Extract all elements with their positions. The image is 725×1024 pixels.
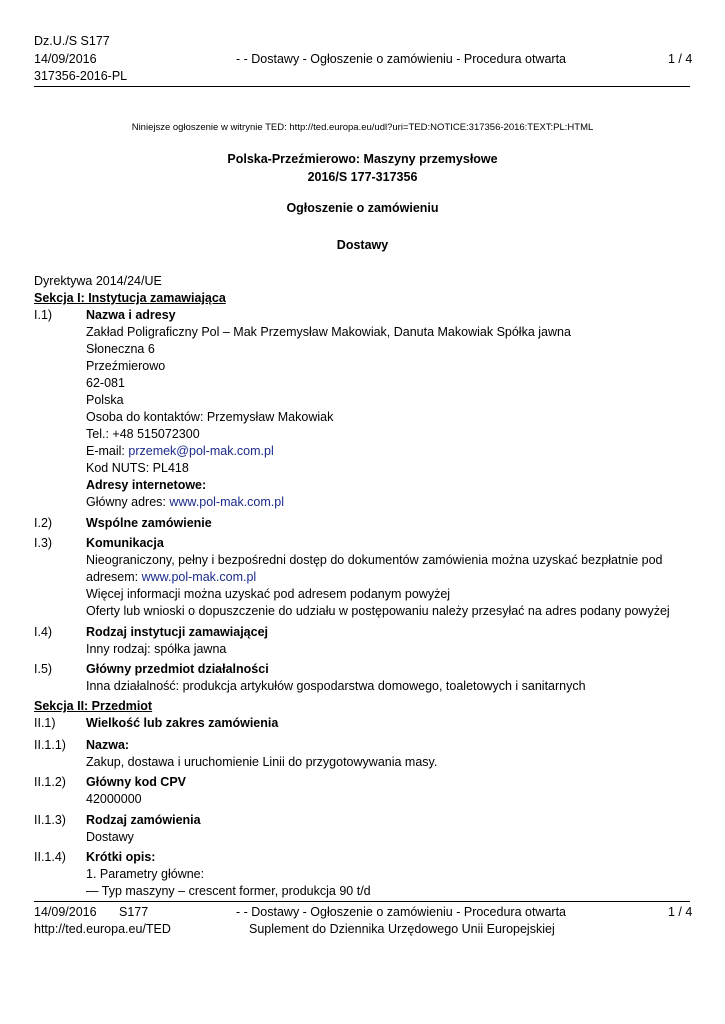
org-contact: Osoba do kontaktów: Przemysław Makowiak	[86, 410, 334, 424]
ii13-title: Rodzaj zamówienia	[86, 813, 201, 827]
header-notice-id: 317356-2016-PL	[34, 69, 128, 83]
contract-type: Dostawy	[336, 238, 389, 252]
header-date: 14/09/2016	[34, 52, 97, 66]
ii1-number: II.1)	[34, 716, 56, 730]
ted-note: Niniejsze ogłoszenie w witrynie TED: http://ted.europa.eu/udl?uri=TED:NOTICE:317356-2016:TEXT:PL:HTML	[131, 122, 594, 133]
i3-line1: Nieograniczony, pełny i bezpośredni dostęp do dokumentów zamówienia można uzyskać bezpłatnie pod	[86, 553, 663, 567]
org-name: Zakład Poligraficzny Pol – Mak Przemysław Makowiak, Danuta Makowiak Spółka jawna	[86, 325, 571, 339]
i5-number: I.5)	[34, 662, 53, 676]
ii14-title: Krótki opis:	[86, 850, 156, 864]
i3-address-link[interactable]: www.pol-mak.com.pl	[141, 570, 257, 584]
notice-type: Ogłoszenie o zamówieniu	[286, 201, 439, 215]
ii12-value: 42000000	[86, 792, 142, 806]
i5-title: Główny przedmiot działalności	[86, 662, 269, 676]
footer-series: S177	[119, 905, 149, 919]
email-link[interactable]: przemek@pol-mak.com.pl	[128, 444, 274, 458]
org-email-line	[86, 443, 274, 460]
i1-number: I.1)	[34, 308, 53, 322]
i3-number: I.3)	[34, 536, 53, 550]
org-country: Polska	[86, 393, 124, 407]
main-address-line	[86, 494, 284, 511]
i2-number: I.2)	[34, 516, 53, 530]
header-page: 1 / 4	[668, 52, 693, 66]
section-2-heading: Sekcja II: Przedmiot	[34, 699, 153, 713]
ii14-number: II.1.4)	[34, 850, 66, 864]
footer-rule	[34, 901, 690, 902]
main-address-label: Główny adres:	[86, 495, 170, 509]
ii14-line1: 1. Parametry główne:	[86, 867, 205, 881]
ii11-title: Nazwa:	[86, 738, 130, 752]
header-journal: Dz.U./S S177	[34, 34, 110, 48]
ii14-line2: — Typ maszyny – crescent former, produkcja 90 t/d	[86, 884, 371, 898]
footer-url[interactable]: http://ted.europa.eu/TED	[34, 922, 171, 936]
org-tel: Tel.: +48 515072300	[86, 427, 200, 441]
footer-page: 1 / 4	[668, 905, 693, 919]
i3-address-label: adresem:	[86, 570, 142, 584]
i1-title: Nazwa i adresy	[86, 308, 176, 322]
email-label: E-mail:	[86, 444, 129, 458]
i4-title: Rodzaj instytucji zamawiającej	[86, 625, 269, 639]
org-nuts: Kod NUTS: PL418	[86, 461, 189, 475]
section-1-heading: Sekcja I: Instytucja zamawiająca	[34, 291, 226, 305]
ii13-value: Dostawy	[86, 830, 134, 844]
i5-value: Inna działalność: produkcja artykułów gospodarstwa domowego, toaletowych i sanitarnych	[86, 679, 586, 693]
header-title: - - Dostawy - Ogłoszenie o zamówieniu - Procedura otwarta	[236, 52, 566, 66]
ii12-title: Główny kod CPV	[86, 775, 187, 789]
i2-title: Wspólne zamówienie	[86, 516, 212, 530]
i3-line4: Oferty lub wnioski o dopuszczenie do udziału w postępowaniu należy przesyłać na adres podany powyżej	[86, 604, 670, 618]
doc-title: Polska-Przeźmierowo: Maszyny przemysłowe	[227, 152, 498, 166]
i3-line3: Więcej informacji można uzyskać pod adresem podanym powyżej	[86, 587, 451, 601]
i3-line2	[86, 569, 256, 586]
org-postcode: 62-081	[86, 376, 125, 390]
footer-subtitle: Suplement do Dziennika Urzędowego Unii Europejskiej	[249, 922, 555, 936]
i4-number: I.4)	[34, 625, 53, 639]
ii11-number: II.1.1)	[34, 738, 66, 752]
ii11-value: Zakup, dostawa i uruchomienie Linii do przygotowywania masy.	[86, 755, 438, 769]
footer-date: 14/09/2016	[34, 905, 97, 919]
directive: Dyrektywa 2014/24/UE	[34, 274, 162, 288]
i3-title: Komunikacja	[86, 536, 164, 550]
org-town: Przeźmierowo	[86, 359, 166, 373]
i4-value: Inny rodzaj: spółka jawna	[86, 642, 227, 656]
header-rule	[34, 86, 690, 87]
main-address-link[interactable]: www.pol-mak.com.pl	[169, 495, 284, 509]
org-street: Słoneczna 6	[86, 342, 155, 356]
footer-title: - - Dostawy - Ogłoszenie o zamówieniu - Procedura otwarta	[236, 905, 566, 919]
ii1-title: Wielkość lub zakres zamówienia	[86, 716, 279, 730]
ii13-number: II.1.3)	[34, 813, 66, 827]
doc-number: 2016/S 177-317356	[307, 170, 418, 184]
ii12-number: II.1.2)	[34, 775, 66, 789]
internet-heading: Adresy internetowe:	[86, 478, 207, 492]
